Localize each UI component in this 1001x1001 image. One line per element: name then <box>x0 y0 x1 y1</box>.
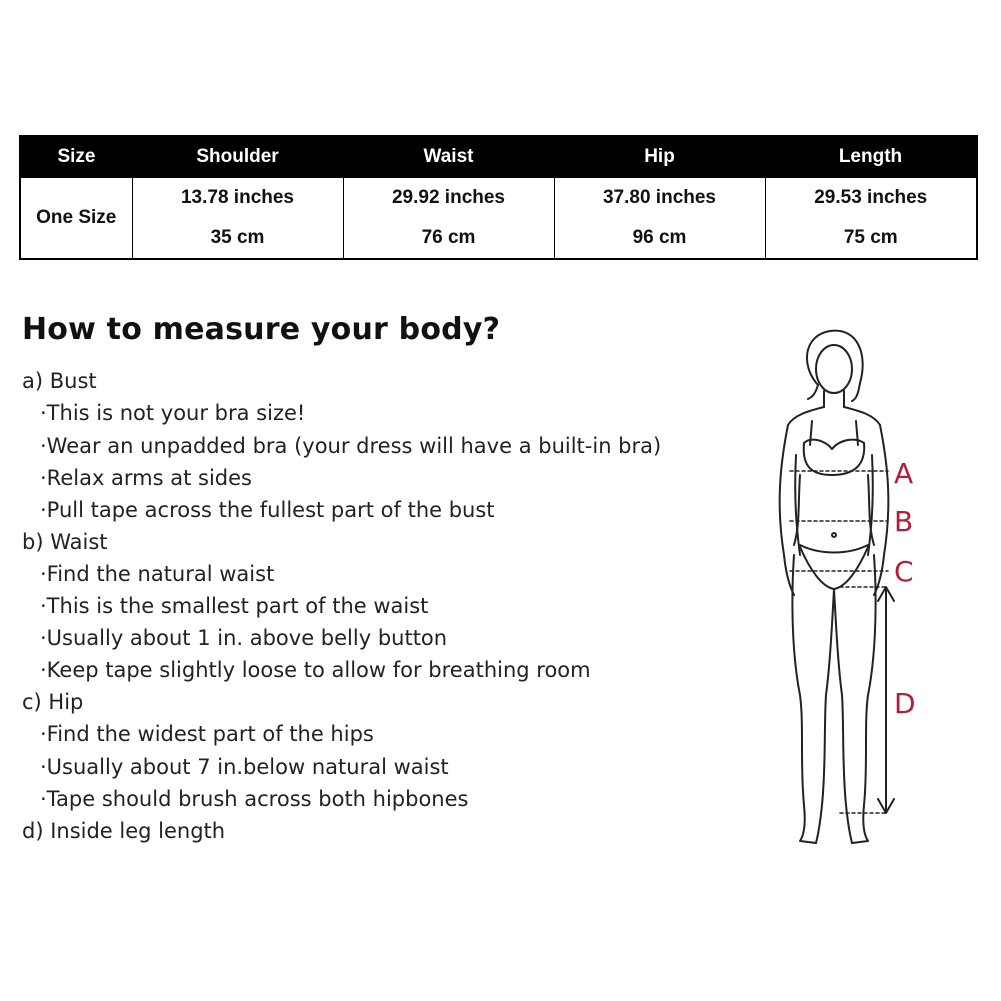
size-name-cell: One Size <box>20 178 132 260</box>
hip-inches: 37.80 inches <box>602 187 717 208</box>
figure-label-c: C <box>894 555 914 588</box>
length-inches: 29.53 inches <box>814 187 928 208</box>
header-length: Length <box>765 136 977 178</box>
figure-label-b: B <box>894 505 914 538</box>
waist-tip: ·This is the smallest part of the waist <box>40 594 429 618</box>
bust-tip: ·Relax arms at sides <box>40 466 252 490</box>
figure-label-a: A <box>894 457 914 490</box>
shoulder-cm: 35 cm <box>210 227 265 248</box>
waist-tip: ·Keep tape slightly loose to allow for breathing room <box>40 658 591 682</box>
hip-tip: ·Usually about 7 in.below natural waist <box>40 755 449 779</box>
length-cm: 75 cm <box>843 227 898 248</box>
body-measurement-figure <box>760 325 1000 865</box>
waist-inches: 29.92 inches <box>391 187 506 208</box>
hip-cm: 96 cm <box>632 227 687 248</box>
bust-tip: ·Pull tape across the fullest part of the bust <box>40 498 495 522</box>
waist-tip: ·Usually about 1 in. above belly button <box>40 626 448 650</box>
bust-tip: ·Wear an unpadded bra (your dress will have a built-in bra) <box>40 434 662 458</box>
figure-label-d: D <box>894 687 916 720</box>
guide-title: How to measure your body? <box>22 312 501 347</box>
section-waist-label: b) Waist <box>22 530 108 554</box>
body-outline-illustration <box>760 325 1000 865</box>
header-size: Size <box>20 136 132 178</box>
hip-tip: ·Find the widest part of the hips <box>40 722 374 746</box>
header-hip: Hip <box>554 136 765 178</box>
header-waist: Waist <box>343 136 554 178</box>
header-shoulder: Shoulder <box>132 136 343 178</box>
shoulder-inches: 13.78 inches <box>180 187 295 208</box>
section-hip-label: c) Hip <box>22 690 84 714</box>
section-inside-leg-label: d) Inside leg length <box>22 819 226 843</box>
bust-tip: ·This is not your bra size! <box>40 401 306 425</box>
waist-tip: ·Find the natural waist <box>40 562 275 586</box>
section-bust-label: a) Bust <box>22 369 97 393</box>
hip-tip: ·Tape should brush across both hipbones <box>40 787 469 811</box>
waist-cm: 76 cm <box>421 227 476 248</box>
